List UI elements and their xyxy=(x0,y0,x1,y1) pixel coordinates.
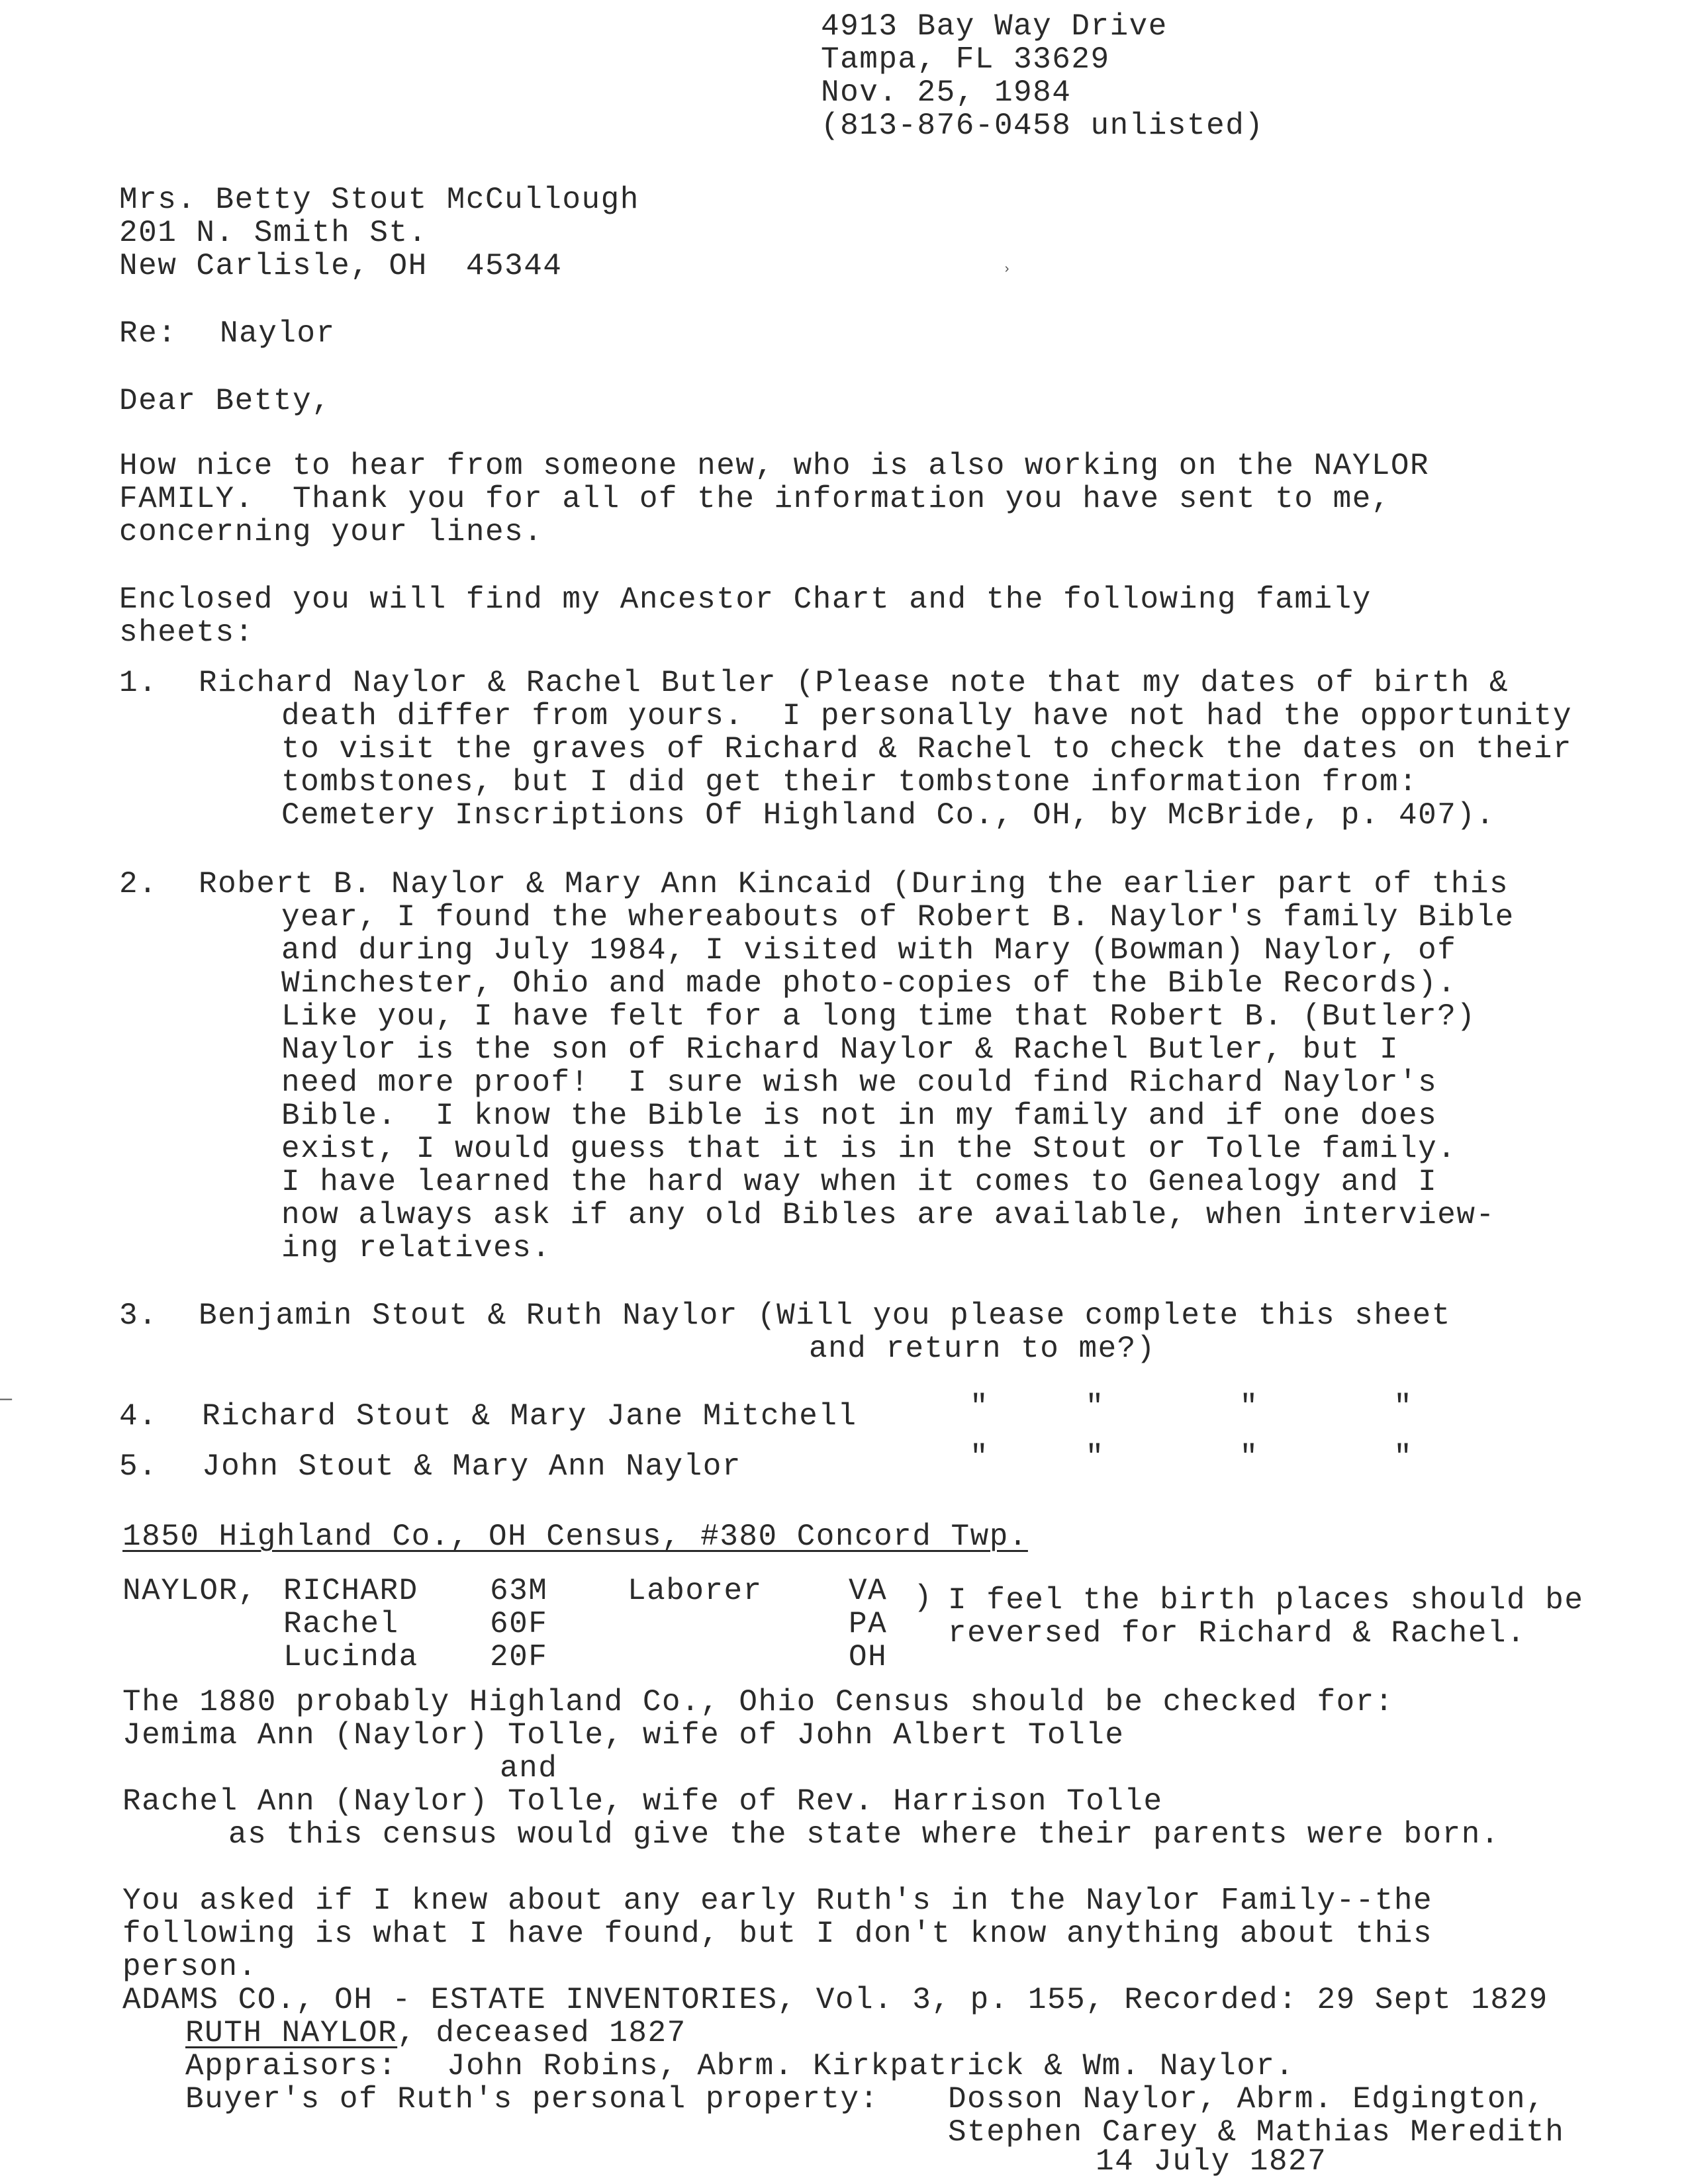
census-surname: NAYLOR, xyxy=(122,1574,258,1608)
item-line: John Stout & Mary Ann Naylor xyxy=(202,1449,741,1484)
item-number: 1. xyxy=(119,666,158,700)
estate-decedent-line xyxy=(185,2016,686,2050)
item-number: 3. xyxy=(119,1298,158,1333)
estate-appraisers-label: Appraisors: xyxy=(185,2049,398,2083)
paragraph-line: following is what I have found, but I don't know anything about this xyxy=(122,1917,1433,1951)
estate-sale-date: 14 July 1827 xyxy=(1096,2144,1327,2179)
paragraph-line: The 1880 probably Highland Co., Ohio Census should be checked for: xyxy=(122,1685,1394,1719)
item-line: I have learned the hard way when it comes to Genealogy and I xyxy=(281,1165,1438,1199)
item-line: now always ask if any old Bibles are available, when interview- xyxy=(281,1198,1495,1232)
item-line: exist, I would guess that it is in the Stout or Tolle family. xyxy=(281,1132,1457,1166)
estate-appraisers: John Robins, Abrm. Kirkpatrick & Wm. Naylor. xyxy=(447,2049,1295,2083)
item-line: Winchester, Ohio and made photo-copies of the Bible Records). xyxy=(281,966,1457,1001)
item-line: year, I found the whereabouts of Robert B. Naylor's family Bible xyxy=(281,900,1515,934)
census-heading: 1850 Highland Co., OH Census, #380 Concord Twp. xyxy=(122,1520,1028,1554)
recipient-street: 201 N. Smith St. xyxy=(119,216,428,250)
item-line: to visit the graves of Richard & Rachel to check the dates on their xyxy=(281,732,1573,766)
census-birthplace: PA xyxy=(849,1607,888,1641)
census-note-bracket: ) xyxy=(914,1580,933,1615)
recipient-name: Mrs. Betty Stout McCullough xyxy=(119,183,639,217)
estate-source: ADAMS CO., OH - ESTATE INVENTORIES, Vol. 3, p. 155, Recorded: 29 Sept 1829 xyxy=(122,1983,1548,2017)
census-note-line: I feel the birth places should be xyxy=(948,1583,1584,1617)
item-line: death differ from yours. I personally have not had the opportunity xyxy=(281,699,1573,733)
paragraph-line: Jemima Ann (Naylor) Tolle, wife of John Albert Tolle xyxy=(122,1718,1125,1752)
paragraph-line: Enclosed you will find my Ancestor Chart and the following family xyxy=(119,582,1372,617)
census-birthplace: OH xyxy=(849,1640,888,1674)
census-age-sex: 60F xyxy=(490,1607,548,1641)
item-line: ing relatives. xyxy=(281,1231,551,1265)
item-line: Richard Naylor & Rachel Butler (Please note that my dates of birth & xyxy=(199,666,1509,700)
item-line: Bible. I know the Bible is not in my family and if one does xyxy=(281,1099,1438,1133)
paragraph-line: FAMILY. Thank you for all of the information you have sent to me, xyxy=(119,482,1391,516)
sender-street: 4913 Bay Way Drive xyxy=(821,9,1168,44)
census-occupation: Laborer xyxy=(628,1574,763,1608)
subject-value: Naylor xyxy=(220,316,336,351)
census-age-sex: 63M xyxy=(490,1574,548,1608)
item-line: and return to me?) xyxy=(809,1332,1156,1366)
letter-date: Nov. 25, 1984 xyxy=(821,75,1072,110)
item-line: tombstones, but I did get their tombstone information from: xyxy=(281,765,1419,799)
census-given-name: RICHARD xyxy=(283,1574,418,1608)
estate-decedent: RUTH NAYLOR xyxy=(185,2016,398,2050)
estate-buyers-label: Buyer's of Ruth's personal property: xyxy=(185,2082,879,2116)
paragraph-line: How nice to hear from someone new, who is also working on the NAYLOR xyxy=(119,449,1430,483)
item-number: 5. xyxy=(119,1449,158,1484)
paragraph-line: as this census would give the state where their parents were born. xyxy=(228,1817,1500,1852)
estate-buyers-line: Dosson Naylor, Abrm. Edgington, xyxy=(948,2082,1546,2116)
item-line: Robert B. Naylor & Mary Ann Kincaid (During the earlier part of this xyxy=(199,867,1509,901)
census-given-name: Rachel xyxy=(283,1607,399,1641)
census-given-name: Lucinda xyxy=(283,1640,418,1674)
item-line: Benjamin Stout & Ruth Naylor (Will you please complete this sheet xyxy=(199,1298,1451,1333)
item-line: Cemetery Inscriptions Of Highland Co., OH, by McBride, p. 407). xyxy=(281,798,1495,833)
ditto-marks: " " " " xyxy=(970,1390,1413,1424)
census-birthplace: VA xyxy=(849,1574,888,1608)
stray-mark: › xyxy=(1003,262,1011,277)
census-age-sex: 20F xyxy=(490,1640,548,1674)
estate-buyers-line: Stephen Carey & Mathias Meredith xyxy=(948,2115,1565,2150)
item-line: need more proof! I sure wish we could find Richard Naylor's xyxy=(281,1066,1438,1100)
item-line: Like you, I have felt for a long time that Robert B. (Butler?) xyxy=(281,999,1476,1034)
salutation: Dear Betty, xyxy=(119,384,332,418)
paragraph-line: You asked if I knew about any early Ruth's in the Naylor Family--the xyxy=(122,1884,1433,1918)
item-line: Naylor is the son of Richard Naylor & Rachel Butler, but I xyxy=(281,1032,1399,1067)
paragraph-line: concerning your lines. xyxy=(119,515,543,549)
recipient-city: New Carlisle, OH 45344 xyxy=(119,249,563,283)
item-line: Richard Stout & Mary Jane Mitchell xyxy=(202,1399,857,1433)
estate-decedent-note: , deceased 1827 xyxy=(397,2016,686,2050)
paragraph-line: Rachel Ann (Naylor) Tolle, wife of Rev. Harrison Tolle xyxy=(122,1784,1163,1819)
census-note-line: reversed for Richard & Rachel. xyxy=(948,1616,1526,1651)
ditto-marks: " " " " xyxy=(970,1440,1413,1475)
subject-label: Re: xyxy=(119,316,177,351)
paragraph-line: sheets: xyxy=(119,615,254,650)
item-line: and during July 1984, I visited with Mary (Bowman) Naylor, of xyxy=(281,933,1457,968)
paragraph-line: and xyxy=(500,1751,558,1786)
stray-mark: — xyxy=(0,1388,13,1411)
paragraph-line: person. xyxy=(122,1950,258,1984)
item-number: 2. xyxy=(119,867,158,901)
item-number: 4. xyxy=(119,1399,158,1433)
sender-city: Tampa, FL 33629 xyxy=(821,42,1110,77)
sender-phone: (813-876-0458 unlisted) xyxy=(821,109,1264,143)
